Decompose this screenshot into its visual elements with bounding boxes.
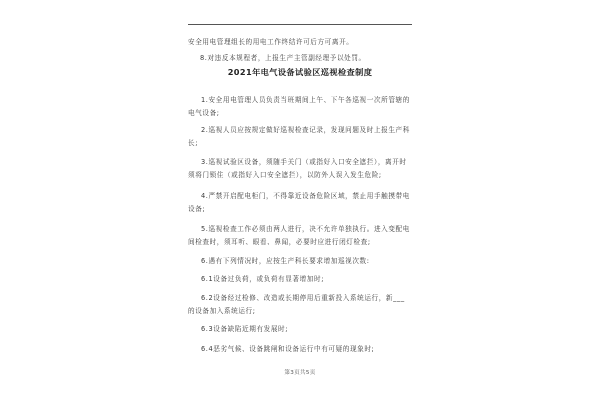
document-title: 2021年电气设备试验区巡视检查制度 bbox=[227, 67, 373, 77]
paragraph-item bbox=[188, 156, 407, 182]
paragraph-line: 4.严禁开启配电柜门，不得靠近设备危险区域，禁止用手触摸带电 bbox=[201, 192, 410, 200]
paragraph-line: 2.巡视人员应按规定做好巡视检查记录，发现问题及时上报生产科 bbox=[201, 126, 410, 134]
paragraph-line: 间检查时，须耳听、眼看、鼻闻，必要时应进行闭灯检查; bbox=[188, 238, 371, 246]
pre-line-1: 安全用电管理组长的用电工作终结许可后方可离开。 bbox=[188, 38, 354, 46]
paragraph-line: 5.巡视检查工作必须由两人进行，决不允许单独执行。进入变配电 bbox=[201, 225, 410, 233]
paragraph-line: 长; bbox=[188, 139, 199, 147]
paragraph-item bbox=[188, 223, 410, 249]
paragraph-item: 6.1设备过负荷，或负荷有显著增加时; bbox=[201, 275, 325, 283]
paragraph-line: 的设备加入系统运行; bbox=[188, 307, 256, 315]
paragraph-item: 6.4恶劣气候、设备跳闸和设备运行中有可疑的现象时; bbox=[201, 345, 375, 353]
paragraph-item bbox=[188, 94, 410, 120]
paragraph-line: 1.安全用电管理人员负责当班期间上午、下午各巡视一次所管辖的 bbox=[201, 96, 410, 104]
paragraph-item bbox=[188, 292, 405, 318]
paragraph-item bbox=[188, 190, 410, 216]
paragraph-item: 6.3设备缺陷近期有发展时; bbox=[201, 325, 289, 333]
page-number-footer: 第3页共5页 bbox=[284, 370, 316, 376]
paragraph-line: 6.2设备经过检修、改造或长期停用后重新投入系统运行，新___ bbox=[201, 294, 405, 302]
paragraph-line: 须将门锁住（或指好入口安全遮拦），以防外人误入发生危险; bbox=[188, 171, 382, 179]
pre-line-2: 8.对违反本规程者，上报生产主管副经理予以处罚。 bbox=[200, 54, 366, 62]
paragraph-line: 3.巡视试验区设备，须随手关门（或指好入口安全遮拦），离开时 bbox=[201, 158, 407, 166]
header-rule bbox=[188, 24, 412, 25]
paragraph-line: 电气设备; bbox=[188, 109, 220, 117]
paragraph-item bbox=[188, 124, 410, 150]
paragraph-item: 6.遇有下列情况时，应按生产科长要求增加巡视次数: bbox=[201, 257, 370, 265]
paragraph-line: 设备; bbox=[188, 205, 206, 213]
